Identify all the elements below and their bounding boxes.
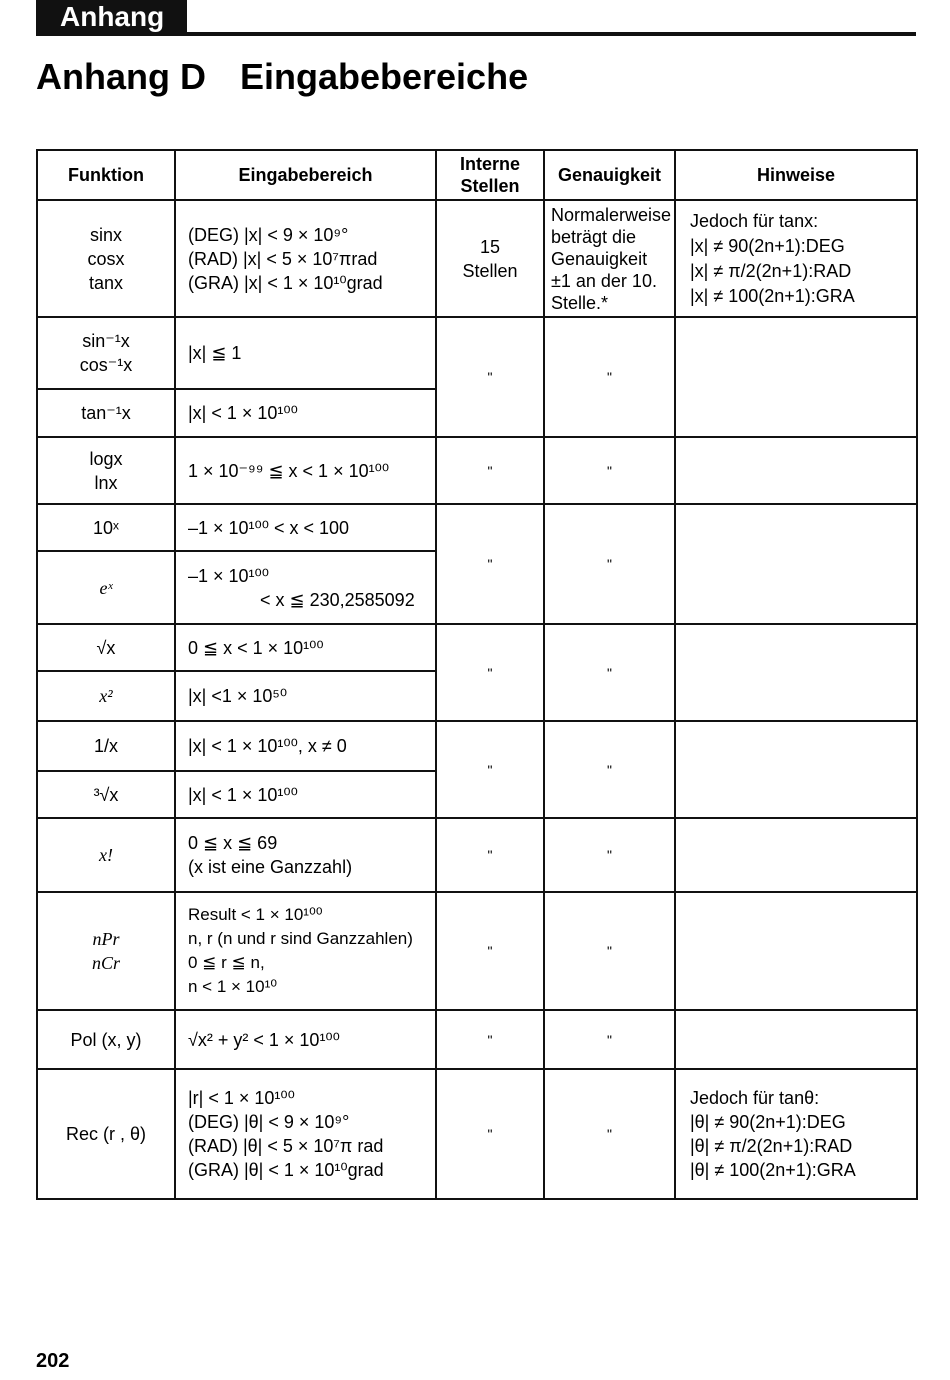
- table-row: [37, 818, 917, 892]
- table-row: [37, 721, 917, 771]
- table-row: [37, 504, 917, 551]
- page-title: [36, 56, 528, 98]
- section-tab: Anhang: [36, 0, 187, 36]
- function-cell: Pol (x, y): [37, 1010, 175, 1069]
- notes-empty: [675, 818, 917, 892]
- precision-ditto: ": [544, 504, 675, 624]
- notes-empty: [675, 437, 917, 504]
- precision-ditto: ": [544, 1010, 675, 1069]
- digits-cell: 15 Stellen: [436, 200, 544, 317]
- digits-ditto: ": [436, 1069, 544, 1199]
- column-header-notes: Hinweise: [675, 150, 917, 200]
- column-header-range: Eingabebereich: [175, 150, 436, 200]
- range-cell: |x| ≦ 1: [175, 317, 436, 389]
- digits-ditto: ": [436, 624, 544, 721]
- notes-empty: [675, 624, 917, 721]
- table-row: [37, 1069, 917, 1199]
- table-row: [37, 1010, 917, 1069]
- notes-empty: [675, 504, 917, 624]
- range-cell: 0 ≦ x < 1 × 10¹⁰⁰: [175, 624, 436, 671]
- input-range-table: [36, 149, 918, 1200]
- column-header-function: Funktion: [37, 150, 175, 200]
- table-row: [37, 317, 917, 389]
- range-cell: –1 × 10¹⁰⁰ < x < 100: [175, 504, 436, 551]
- digits-ditto: ": [436, 437, 544, 504]
- precision-ditto: ": [544, 317, 675, 437]
- header-rule: [36, 32, 916, 36]
- range-cell: |x| <1 × 10⁵⁰: [175, 671, 436, 721]
- range-cell: √x² + y² < 1 × 10¹⁰⁰: [175, 1010, 436, 1069]
- function-cell: 10ˣ: [37, 504, 175, 551]
- function-cell: √x: [37, 624, 175, 671]
- range-cell: 0 ≦ x ≦ 69 (x ist eine Ganzzahl): [175, 818, 436, 892]
- function-cell: 1/x: [37, 721, 175, 771]
- range-cell: |x| < 1 × 10¹⁰⁰, x ≠ 0: [175, 721, 436, 771]
- notes-empty: [675, 1010, 917, 1069]
- precision-cell: Normalerweise beträgt die Genauigkeit ±1 an der 10. Stelle.*: [544, 200, 675, 317]
- digits-ditto: ": [436, 504, 544, 624]
- precision-ditto: ": [544, 1069, 675, 1199]
- precision-ditto: ": [544, 437, 675, 504]
- function-cell: eˣ: [37, 551, 175, 624]
- digits-ditto: ": [436, 818, 544, 892]
- table-row: [37, 624, 917, 671]
- range-cell: [175, 551, 436, 624]
- range-cell: |r| < 1 × 10¹⁰⁰ (DEG) |θ| < 9 × 10⁹° (RAD) |θ| < 5 × 10⁷π rad (GRA) |θ| < 1 × 10¹⁰grad: [175, 1069, 436, 1199]
- range-cell: (DEG) |x| < 9 × 10⁹° (RAD) |x| < 5 × 10⁷πrad (GRA) |x| < 1 × 10¹⁰grad: [175, 200, 436, 317]
- table-row: [37, 200, 917, 317]
- digits-ditto: ": [436, 721, 544, 818]
- function-cell: sin⁻¹x cos⁻¹x: [37, 317, 175, 389]
- range-line: < x ≦ 230,2585092: [260, 589, 415, 610]
- notes-empty: [675, 892, 917, 1010]
- function-cell: sinx cosx tanx: [37, 200, 175, 317]
- digits-ditto: ": [436, 317, 544, 437]
- notes-empty: [675, 317, 917, 437]
- range-cell: Result < 1 × 10¹⁰⁰ n, r (n und r sind Ganzzahlen) 0 ≦ r ≦ n, n < 1 × 10¹⁰: [175, 892, 436, 1010]
- range-line: –1 × 10¹⁰⁰: [188, 565, 269, 586]
- range-cell: 1 × 10⁻⁹⁹ ≦ x < 1 × 10¹⁰⁰: [175, 437, 436, 504]
- precision-ditto: ": [544, 721, 675, 818]
- function-cell: tan⁻¹x: [37, 389, 175, 437]
- precision-ditto: ": [544, 892, 675, 1010]
- notes-cell: Jedoch für tanθ: |θ| ≠ 90(2n+1):DEG |θ| ≠ π/2(2n+1):RAD |θ| ≠ 100(2n+1):GRA: [675, 1069, 917, 1199]
- notes-empty: [675, 721, 917, 818]
- table-header-row: [37, 150, 917, 200]
- function-cell: logx lnx: [37, 437, 175, 504]
- column-header-digits: Interne Stellen: [436, 150, 544, 200]
- precision-ditto: ": [544, 624, 675, 721]
- function-cell: ³√x: [37, 771, 175, 818]
- function-cell: nPr nCr: [37, 892, 175, 1010]
- function-cell: x!: [37, 818, 175, 892]
- digits-ditto: ": [436, 892, 544, 1010]
- range-cell: |x| < 1 × 10¹⁰⁰: [175, 771, 436, 818]
- range-cell: |x| < 1 × 10¹⁰⁰: [175, 389, 436, 437]
- page-number: 202: [36, 1350, 70, 1372]
- page-title-prefix: Anhang D: [36, 56, 206, 97]
- function-cell: Rec (r , θ): [37, 1069, 175, 1199]
- digits-ditto: ": [436, 1010, 544, 1069]
- precision-ditto: ": [544, 818, 675, 892]
- column-header-precision: Genauigkeit: [544, 150, 675, 200]
- table-row: [37, 892, 917, 1010]
- notes-cell: Jedoch für tanx: |x| ≠ 90(2n+1):DEG |x| ≠ π/2(2n+1):RAD |x| ≠ 100(2n+1):GRA: [675, 200, 917, 317]
- function-cell: x²: [37, 671, 175, 721]
- page-title-text: Eingabebereiche: [239, 56, 529, 97]
- table-row: [37, 437, 917, 504]
